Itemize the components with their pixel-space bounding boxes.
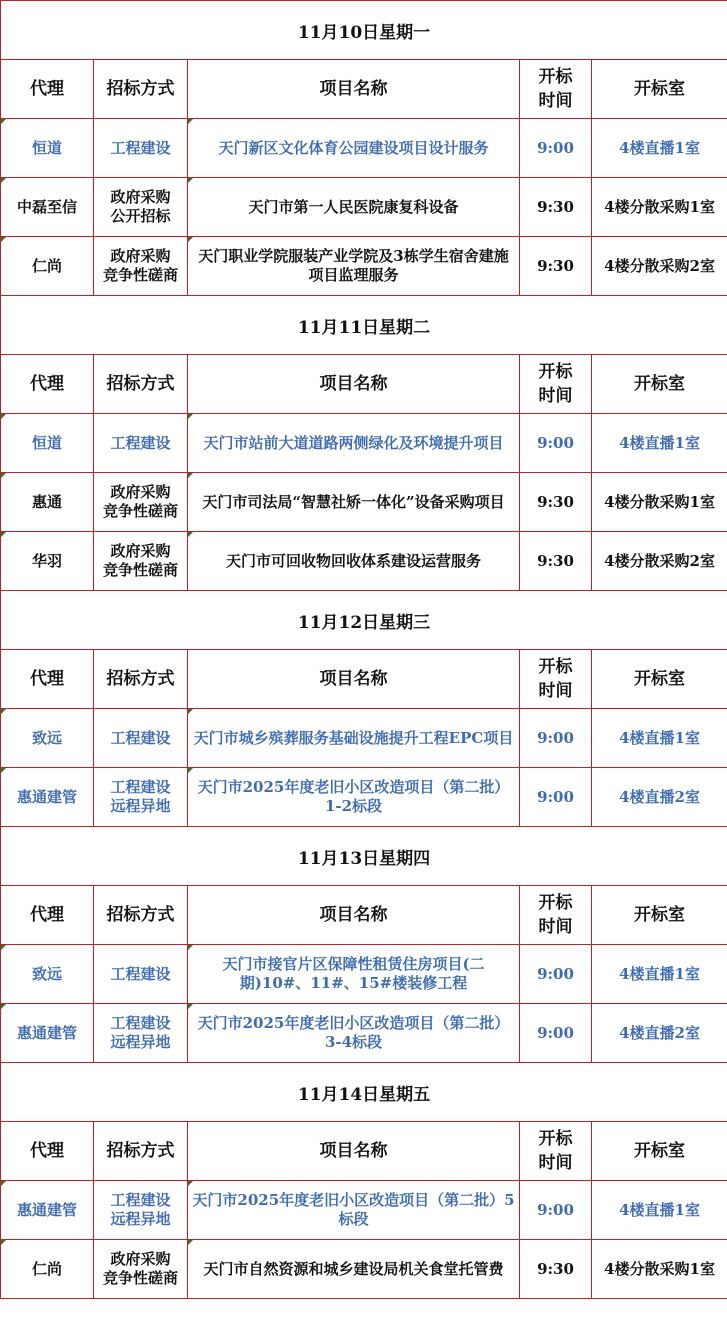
agent-cell: 致远: [1, 945, 94, 1004]
header-project-name: 项目名称: [188, 650, 520, 709]
table-row: [1, 119, 727, 178]
project-name-cell: 天门市城乡殡葬服务基础设施提升工程EPC项目: [188, 709, 520, 768]
room-cell: 4楼分散采购1室: [592, 1240, 727, 1299]
header-room: 开标室: [592, 650, 727, 709]
method-cell: 政府采购 竞争性磋商: [94, 237, 188, 296]
project-name-cell: 天门市2025年度老旧小区改造项目（第二批） 3-4标段: [188, 1004, 520, 1063]
header-room: 开标室: [592, 60, 727, 119]
room-cell: 4楼直播2室: [592, 1004, 727, 1063]
comment-marker-icon: [1, 945, 6, 950]
header-room: 开标室: [592, 355, 727, 414]
header-agent: 代理: [1, 355, 94, 414]
method-cell: 政府采购 竞争性磋商: [94, 1240, 188, 1299]
open-time-cell: 9:30: [520, 237, 592, 296]
project-name-cell: 天门新区文化体育公园建设项目设计服务: [188, 119, 520, 178]
method-cell: 政府采购 竞争性磋商: [94, 532, 188, 591]
agent-cell: 惠通: [1, 473, 94, 532]
agent-cell: 惠通建管: [1, 1181, 94, 1240]
comment-marker-icon: [1, 237, 6, 242]
room-cell: 4楼分散采购1室: [592, 178, 727, 237]
agent-cell: 仁尚: [1, 1240, 94, 1299]
comment-marker-icon: [188, 1004, 193, 1009]
comment-marker-icon: [1, 414, 6, 419]
day-title: 11月14日星期五: [1, 1063, 727, 1122]
column-header-row: [1, 60, 727, 119]
table-row: [1, 473, 727, 532]
comment-marker-icon: [188, 237, 193, 242]
day-title: 11月13日星期四: [1, 827, 727, 886]
method-cell: 政府采购 公开招标: [94, 178, 188, 237]
method-cell: 工程建设: [94, 945, 188, 1004]
project-name-cell: 天门市2025年度老旧小区改造项目（第二批）5标段: [188, 1181, 520, 1240]
table-row: [1, 768, 727, 827]
agent-cell: 恒道: [1, 414, 94, 473]
header-project-name: 项目名称: [188, 355, 520, 414]
open-time-cell: 9:00: [520, 945, 592, 1004]
project-name-cell: 天门市站前大道道路两侧绿化及环境提升项目: [188, 414, 520, 473]
table-row: [1, 414, 727, 473]
agent-cell: 恒道: [1, 119, 94, 178]
comment-marker-icon: [1, 1004, 6, 1009]
column-header-row: [1, 886, 727, 945]
table-row: [1, 945, 727, 1004]
table-row: [1, 532, 727, 591]
comment-marker-icon: [188, 414, 193, 419]
header-method: 招标方式: [94, 1122, 188, 1181]
room-cell: 4楼直播1室: [592, 414, 727, 473]
table-row: [1, 178, 727, 237]
project-name-cell: 天门市司法局“智慧社矫一体化”设备采购项目: [188, 473, 520, 532]
header-method: 招标方式: [94, 355, 188, 414]
comment-marker-icon: [1, 473, 6, 478]
header-room: 开标室: [592, 886, 727, 945]
room-cell: 4楼分散采购1室: [592, 473, 727, 532]
open-time-cell: 9:00: [520, 1004, 592, 1063]
project-name-cell: 天门市可回收物回收体系建设运营服务: [188, 532, 520, 591]
open-time-cell: 9:30: [520, 473, 592, 532]
comment-marker-icon: [1, 1181, 6, 1186]
comment-marker-icon: [188, 1181, 193, 1186]
room-cell: 4楼直播2室: [592, 768, 727, 827]
agent-cell: 仁尚: [1, 237, 94, 296]
open-time-cell: 9:00: [520, 768, 592, 827]
column-header-row: [1, 355, 727, 414]
day-title: 11月11日星期二: [1, 296, 727, 355]
open-time-cell: 9:00: [520, 119, 592, 178]
comment-marker-icon: [1, 532, 6, 537]
room-cell: 4楼直播1室: [592, 945, 727, 1004]
comment-marker-icon: [188, 768, 193, 773]
open-time-cell: 9:30: [520, 1240, 592, 1299]
comment-marker-icon: [1, 119, 6, 124]
table-row: [1, 1181, 727, 1240]
header-method: 招标方式: [94, 886, 188, 945]
method-cell: 政府采购 竞争性磋商: [94, 473, 188, 532]
header-project-name: 项目名称: [188, 1122, 520, 1181]
day-header-row: [1, 296, 727, 355]
agent-cell: 惠通建管: [1, 1004, 94, 1063]
method-cell: 工程建设 远程异地: [94, 768, 188, 827]
room-cell: 4楼直播1室: [592, 1181, 727, 1240]
day-title: 11月10日星期一: [1, 1, 727, 60]
table-row: [1, 1004, 727, 1063]
day-header-row: [1, 827, 727, 886]
header-open-time: 开标 时间: [520, 650, 592, 709]
agent-cell: 致远: [1, 709, 94, 768]
header-agent: 代理: [1, 886, 94, 945]
agent-cell: 惠通建管: [1, 768, 94, 827]
comment-marker-icon: [1, 768, 6, 773]
method-cell: 工程建设 远程异地: [94, 1181, 188, 1240]
comment-marker-icon: [188, 532, 193, 537]
header-open-time: 开标 时间: [520, 1122, 592, 1181]
project-name-cell: 天门职业学院服装产业学院及3栋学生宿舍建施项目监理服务: [188, 237, 520, 296]
header-room: 开标室: [592, 1122, 727, 1181]
open-time-cell: 9:30: [520, 532, 592, 591]
day-title: 11月12日星期三: [1, 591, 727, 650]
header-project-name: 项目名称: [188, 886, 520, 945]
open-time-cell: 9:00: [520, 1181, 592, 1240]
day-header-row: [1, 1, 727, 60]
open-time-cell: 9:30: [520, 178, 592, 237]
column-header-row: [1, 1122, 727, 1181]
agent-cell: 华羽: [1, 532, 94, 591]
project-name-cell: 天门市自然资源和城乡建设局机关食堂托管费: [188, 1240, 520, 1299]
agent-cell: 中磊至信: [1, 178, 94, 237]
header-open-time: 开标 时间: [520, 355, 592, 414]
comment-marker-icon: [1, 709, 6, 714]
comment-marker-icon: [188, 709, 193, 714]
header-agent: 代理: [1, 60, 94, 119]
header-project-name: 项目名称: [188, 60, 520, 119]
comment-marker-icon: [188, 119, 193, 124]
room-cell: 4楼直播1室: [592, 709, 727, 768]
day-header-row: [1, 1063, 727, 1122]
project-name-cell: 天门市2025年度老旧小区改造项目（第二批） 1-2标段: [188, 768, 520, 827]
comment-marker-icon: [1, 178, 6, 183]
method-cell: 工程建设: [94, 414, 188, 473]
room-cell: 4楼分散采购2室: [592, 237, 727, 296]
header-open-time: 开标 时间: [520, 60, 592, 119]
header-method: 招标方式: [94, 650, 188, 709]
schedule-body: [1, 1, 727, 1299]
comment-marker-icon: [188, 473, 193, 478]
table-row: [1, 237, 727, 296]
open-time-cell: 9:00: [520, 709, 592, 768]
table-row: [1, 1240, 727, 1299]
comment-marker-icon: [188, 1240, 193, 1245]
day-header-row: [1, 591, 727, 650]
project-name-cell: 天门市第一人民医院康复科设备: [188, 178, 520, 237]
header-agent: 代理: [1, 1122, 94, 1181]
comment-marker-icon: [1, 1240, 6, 1245]
header-agent: 代理: [1, 650, 94, 709]
room-cell: 4楼分散采购2室: [592, 532, 727, 591]
method-cell: 工程建设 远程异地: [94, 1004, 188, 1063]
room-cell: 4楼直播1室: [592, 119, 727, 178]
method-cell: 工程建设: [94, 119, 188, 178]
header-method: 招标方式: [94, 60, 188, 119]
column-header-row: [1, 650, 727, 709]
header-open-time: 开标 时间: [520, 886, 592, 945]
comment-marker-icon: [188, 178, 193, 183]
comment-marker-icon: [188, 945, 193, 950]
project-name-cell: 天门市接官片区保障性租赁住房项目(二期)10#、11#、15#楼装修工程: [188, 945, 520, 1004]
method-cell: 工程建设: [94, 709, 188, 768]
table-row: [1, 709, 727, 768]
open-time-cell: 9:00: [520, 414, 592, 473]
